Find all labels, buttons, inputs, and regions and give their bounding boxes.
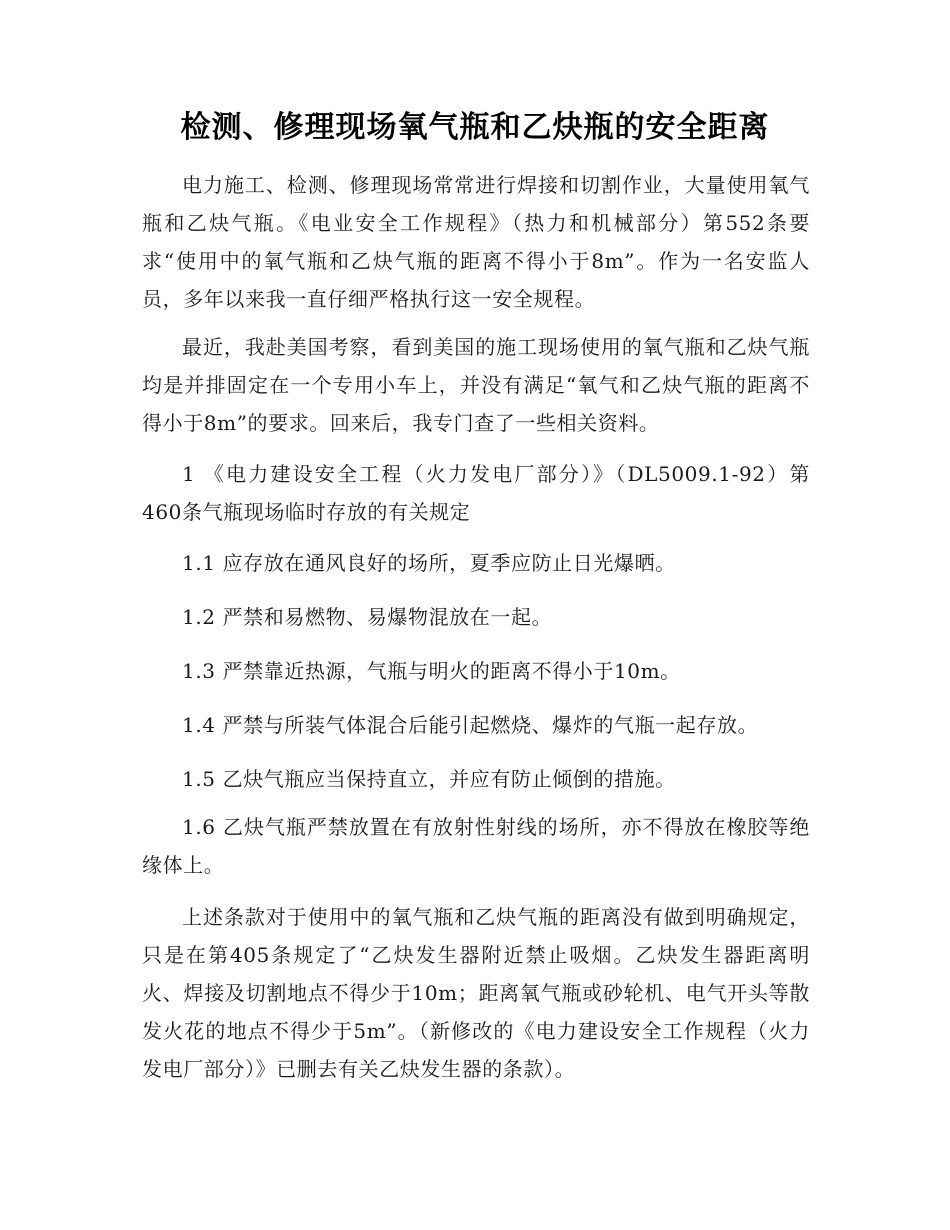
paragraph-intro: 电力施工、检测、修理现场常常进行焊接和切割作业，大量使用氧气瓶和乙炔气瓶。《电业安全工作规程》（热力和机械部分）第552条要求“使用中的氧气瓶和乙炔气瓶的距离不得小于8m”。作为一名安监人员，多年以来我一直仔细严格执行这一安全规程。 <box>142 173 810 311</box>
paragraph-section-1: 1 《电力建设安全工程（火力发电厂部分）》（DL5009.1-92）第460条气瓶现场临时存放的有关规定 <box>142 462 810 524</box>
paragraph-us-visit: 最近，我赴美国考察，看到美国的施工现场使用的氧气瓶和乙炔气瓶均是并排固定在一个专用小车上，并没有满足“氧气和乙炔气瓶的距离不得小于8m”的要求。回来后，我专门查了一些相关资料。 <box>142 335 810 435</box>
paragraph-item-1-3: 1.3 严禁靠近热源，气瓶与明火的距离不得小于10m。 <box>182 659 681 683</box>
paragraph-item-1-1: 1.1 应存放在通风良好的场所，夏季应防止日光爆晒。 <box>182 551 676 575</box>
paragraph-conclusion: 上述条款对于使用中的氧气瓶和乙炔气瓶的距离没有做到明确规定，只是在第405条规定了“乙炔发生器附近禁止吸烟。乙炔发生器距离明火、焊接及切割地点不得少于10m；距离氧气瓶或砂轮机、电气开头等散发火花的地点不得少于5m”。（新修改的《电力建设安全工作规程（火力发电厂部分）》已删去有关乙炔发生器的条款）。 <box>142 905 810 1081</box>
paragraph-item-1-6: 1.6 乙炔气瓶严禁放置在有放射性射线的场所，亦不得放在橡胶等绝缘体上。 <box>142 815 810 877</box>
paragraph-item-1-2: 1.2 严禁和易燃物、易爆物混放在一起。 <box>182 605 553 629</box>
document-title: 检测、修理现场氧气瓶和乙炔瓶的安全距离 <box>180 110 770 145</box>
paragraph-item-1-4: 1.4 严禁与所装气体混合后能引起燃烧、爆炸的气瓶一起存放。 <box>182 713 759 737</box>
paragraph-item-1-5: 1.5 乙炔气瓶应当保持直立，并应有防止倾倒的措施。 <box>182 767 676 791</box>
